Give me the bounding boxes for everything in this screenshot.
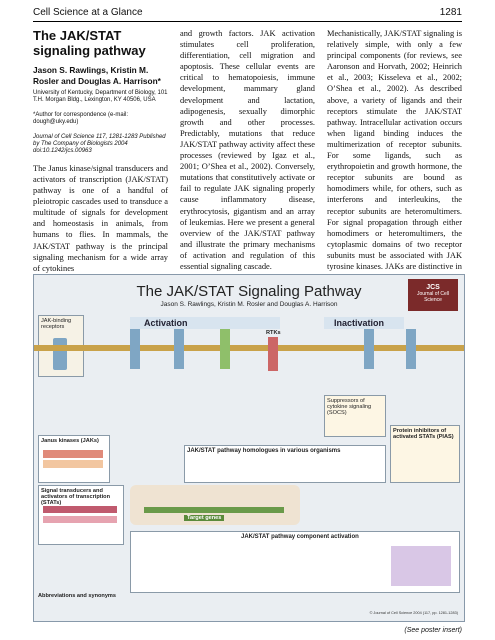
receptor-5	[406, 329, 416, 369]
stats-panel: Signal transducers and activators of transcription (STATs)	[38, 485, 124, 545]
journal-logo: JCS Journal of Cell Science	[408, 279, 458, 311]
rtks-label: RTKs	[266, 330, 281, 336]
receptor-1	[130, 329, 140, 369]
jak-binding-receptors-panel: JAK-binding receptors	[38, 315, 84, 377]
body-text-col3: Mechanistically, JAK/STAT signaling is relatively simple, with only a few principal components (for reviews, see Aaronson and Horvath, 2002; Heinrich et al., 2003; Kisseleva et al., 2002; O’Shea et al., 2002). As described above, a variety of ligands and their receptors stimulate the JAK/STAT pathway. Intracellular activation occurs when ligand binding induces the multimerization of receptor subunits. For some ligands, such as erythropoietin and growth hormone, the receptor subunits are bound as homodimers while, for others, such as interferons and interleukins, the receptor subunits are heteromultimers. For signal propagation through either homodimers or heteromultimers, the cytoplasmic domains of two receptor subunits must be associated with JAK tyrosine kinases. JAKs are distinctive in	[327, 29, 462, 271]
receptor-3	[220, 329, 230, 369]
article-authors: Jason S. Rawlings, Kristin M. Rosler and Douglas A. Harrison*	[33, 65, 161, 86]
column-3	[327, 28, 462, 283]
abbreviations-title: Abbreviations and synonyms	[38, 593, 117, 599]
socs-panel: Suppressors of cytokine signaling (SOCS)	[324, 395, 386, 437]
receptor-2	[174, 329, 184, 369]
poster-copyright: © Journal of Cell Science 2004 (117, pp. 1281-1283)	[369, 611, 458, 615]
janus-kinases-panel: Janus kinases (JAKs)	[38, 435, 110, 483]
affiliation: University of Kentucky, Department of Biology, 101 T.H. Morgan Bldg., Lexington, KY 40506, USA	[33, 90, 168, 104]
activation-table: JAK/STAT pathway component activation	[130, 531, 460, 593]
poster-title: The JAK/STAT Signaling Pathway	[136, 283, 362, 300]
body-text-col1: The Janus kinase/signal transducers and activators of transcription (JAK/STAT) pathway is one of a handful of pleiotropic cascades used to transduce a multitude of signals for development and homeostasis in animals, from humans to flies. In mammals, the JAK/STAT pathway is the principal signaling mechanism for a wide array of cytokines	[33, 163, 168, 273]
correspondence: *Author for correspondence (e-mail: dough@uky.edu)	[33, 111, 129, 126]
doi: doi:10.1242/jcs.00963	[33, 148, 92, 155]
journal-citation: Journal of Cell Science 117, 1281-1283 Published by The Company of Biologists 2004	[33, 133, 166, 148]
page-number: 1281	[439, 7, 462, 18]
section-name: Cell Science at a Glance	[33, 7, 143, 18]
pias-panel: Protein inhibitors of activated STATs (PIAS)	[390, 425, 460, 483]
cell-membrane	[34, 345, 464, 351]
dna-strand	[144, 507, 284, 513]
homologues-table: JAK/STAT pathway homologues in various organisms	[184, 445, 386, 483]
body-text-col2: and growth factors. JAK activation stimulates cell proliferation, differentiation, cell migration and apoptosis. These cellular events are critical to hematopoiesis, immune development, mammary gland development and lactation, adipogenesis, sexually dimorphic growth and other processes. Predictably, mutations that reduce JAK/STAT pathway activity affect these processes (reviewed by Igaz et al., 2001; O’Shea et al., 2002). Conversely, mutations that constitutively activate or fail to regulate JAK signaling properly cause inflammatory disease, erythrocytosis, gigantism and an array of leukemias. Here we present a general overview of the JAK/STAT pathway and illustrate the primary mechanisms of activation and regulation of this essential signaling cascade.	[180, 29, 315, 271]
article-title: The JAK/STAT signaling pathway	[33, 28, 146, 58]
target-genes-label: Target genes	[184, 515, 224, 521]
poster-figure	[33, 274, 465, 622]
receptor-4	[364, 329, 374, 369]
poster-authors: Jason S. Rawlings, Kristin M. Rosler and Douglas A. Harrison	[160, 301, 338, 308]
header-rule	[33, 21, 462, 22]
column-1	[33, 28, 168, 274]
page-header	[0, 0, 495, 22]
column-2	[180, 28, 315, 272]
rtk-receptor	[268, 337, 278, 371]
inactivation-label: Inactivation	[334, 318, 385, 328]
see-poster-note: (See poster insert)	[404, 627, 462, 634]
activation-label: Activation	[144, 318, 188, 328]
